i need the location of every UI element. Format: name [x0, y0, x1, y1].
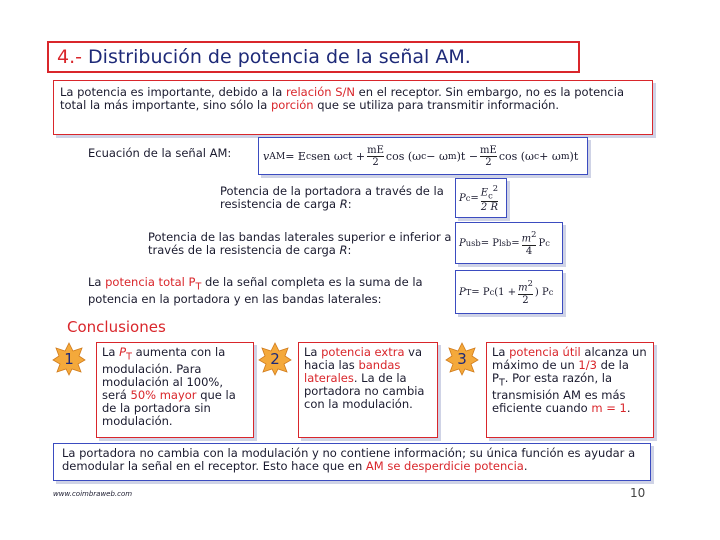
title-number: 4.-: [57, 46, 82, 68]
carrier-label-text: Potencia de la portadora a través de la resistencia de carga: [220, 184, 444, 211]
c2-text: La: [304, 345, 322, 359]
carrier-power-label: [220, 185, 450, 211]
eq-part: − ω: [426, 149, 448, 163]
sb-b: = P: [480, 237, 499, 249]
star-badge-1: [52, 342, 86, 380]
total-highlight-sub: T: [195, 281, 202, 293]
conclusion-2: [298, 342, 438, 438]
summary-text-2: .: [523, 459, 528, 473]
eq-fraction-1: [367, 145, 384, 168]
frac-den: 2: [372, 156, 379, 168]
intro-text: La potencia es importante, debido a la: [60, 85, 286, 99]
c3-sub: T: [498, 377, 505, 389]
c1-text: La: [102, 345, 120, 359]
sb-end-sub: c: [545, 238, 550, 248]
frac-den: 2: [485, 156, 492, 168]
title-text: Distribución de potencia de la señal AM.: [88, 46, 471, 68]
equation-label: Ecuación de la señal AM:: [88, 146, 232, 160]
total-highlight-text: potencia total P: [105, 275, 196, 289]
eq-sub: c: [305, 150, 312, 162]
total-text: La: [88, 275, 106, 289]
conclusions-heading: Conclusiones: [67, 318, 166, 336]
sb-a: P: [459, 237, 466, 249]
pc-num-sub: c: [488, 190, 493, 201]
eq-lhs: v: [263, 149, 270, 163]
intro-highlight-sn: relación S/N: [285, 85, 356, 99]
sb-a-sub: usb: [465, 238, 481, 248]
slide-title: [47, 41, 580, 73]
star-number-2: 2: [270, 350, 280, 368]
star-badge-2: [258, 342, 292, 380]
pt-num: m: [518, 282, 528, 294]
carrier-power-formula: [455, 178, 507, 218]
pc-fraction: [481, 183, 498, 213]
c2-highlight-bands: bandas laterales: [304, 358, 401, 385]
sb-num: m: [521, 233, 532, 245]
c2-text-2: va hacia las: [304, 345, 423, 372]
sb-b-sub: lsb: [499, 238, 512, 248]
eq-sub: m: [447, 150, 457, 162]
frac-num: $m^2$: [521, 229, 537, 245]
sb-fraction: [522, 229, 537, 256]
frac-num: mE: [480, 144, 497, 156]
pt-b-sub: c: [489, 287, 495, 297]
c3-highlight-m1: m = 1: [591, 401, 627, 416]
sb-den: 4: [525, 245, 533, 257]
sideband-label-r: R: [339, 243, 348, 257]
eq-part: cos (ω: [385, 149, 422, 163]
total-highlight: [105, 275, 202, 293]
total-power-formula: [455, 270, 563, 314]
summary-text: La portadora no cambia con la modulación y no contiene información; su única función es ayudar a demodular la señal en el receptor. Esto hace que en: [62, 446, 636, 473]
eq-part: sen ω: [311, 149, 343, 163]
eq-sub: c: [534, 150, 540, 162]
carrier-label-end: :: [347, 197, 352, 211]
total-power-label: [88, 276, 448, 306]
pt-a: P: [459, 286, 466, 298]
summary-box: [53, 443, 651, 481]
c3-text: La: [492, 345, 510, 359]
pt-end-sub: c: [548, 287, 554, 297]
star-number-1: 1: [64, 350, 74, 368]
eq-sub: m: [560, 150, 570, 162]
summary-highlight: AM se desperdicie potencia: [365, 459, 524, 473]
pt-den: 2: [522, 294, 529, 306]
c3-text-2: alcanza un máximo de un: [492, 345, 647, 372]
carrier-label-r: R: [339, 197, 348, 211]
eq-lhs-sub: AM: [269, 150, 286, 162]
c3-text-4: . Por esta razón, la transmisión AM es más eficiente cuando: [492, 371, 626, 416]
pt-b: = P: [471, 286, 490, 298]
star-number-3: 3: [457, 350, 467, 368]
pc-lhs: P: [459, 192, 466, 204]
star-badge-3: [445, 342, 479, 380]
c3-text-5: .: [626, 401, 631, 416]
frac-num: $E_c^2$: [480, 182, 499, 201]
c1-highlight-pt: [119, 345, 132, 363]
intro-text-2: en el receptor. Sin embargo, no es la potencia total la más importante, sino sólo la: [60, 85, 625, 112]
eq-part: )t: [569, 149, 579, 163]
intro-highlight-portion: porción: [270, 98, 314, 112]
sideband-label-text: Potencia de las bandas laterales superior e inferior a través de la resistencia de carga: [148, 230, 452, 257]
page-number: 10: [630, 486, 646, 500]
pt-fraction: [518, 278, 533, 305]
pt-c: (1 +: [494, 286, 517, 298]
sb-eq: =: [511, 237, 520, 249]
website-credit: www.coimbraweb.com: [53, 490, 133, 498]
am-equation-box: [258, 137, 588, 175]
eq-part: = E: [285, 149, 306, 163]
eq-part: + ω: [539, 149, 561, 163]
c2-text-3: . La de la portadora no cambia con la modulación.: [304, 371, 425, 411]
conclusion-3: [486, 342, 654, 438]
frac-num: $m^2$: [518, 278, 533, 294]
pc-den: 2 R: [480, 202, 498, 214]
pt-a-sub: T: [465, 287, 472, 297]
eq-sub: c: [421, 150, 427, 162]
eq-sub: c: [342, 150, 348, 162]
eq-part: t +: [347, 149, 366, 163]
pc-eq: =: [470, 192, 479, 204]
pc-num: E: [480, 187, 489, 199]
sideband-label-end: :: [347, 243, 352, 257]
sideband-power-formula: [455, 222, 563, 264]
eq-part: cos (ω: [498, 149, 535, 163]
frac-num: mE: [367, 144, 384, 156]
c1-text-3: que la de la portadora sin modulación.: [102, 388, 236, 429]
c2-highlight-extra: potencia extra: [321, 345, 405, 359]
pt-end: ) P: [534, 286, 549, 298]
c1-highlight-50: 50% mayor: [130, 388, 197, 403]
total-text-2: de la señal completa es la suma de la potencia en la portadora y en las bandas laterales:: [88, 275, 423, 307]
conclusion-1: [96, 342, 254, 438]
pc-sub: c: [465, 193, 471, 203]
c3-highlight-useful: potencia útil: [509, 345, 581, 359]
c1-pt: P: [119, 345, 127, 359]
eq-part: )t −: [456, 149, 479, 163]
sb-end: P: [538, 237, 546, 249]
intro-box: [53, 80, 653, 135]
intro-text-3: que se utiliza para transmitir información.: [313, 98, 560, 112]
c3-highlight-third: 1/3: [578, 358, 597, 372]
c1-text-2: aumenta con la modulación. Para modulación al 100%, será: [102, 345, 226, 403]
sideband-power-label: [148, 231, 453, 257]
c3-text-3: de la P: [492, 358, 629, 385]
c1-pt-sub: T: [126, 351, 132, 363]
eq-fraction-2: [480, 145, 497, 168]
